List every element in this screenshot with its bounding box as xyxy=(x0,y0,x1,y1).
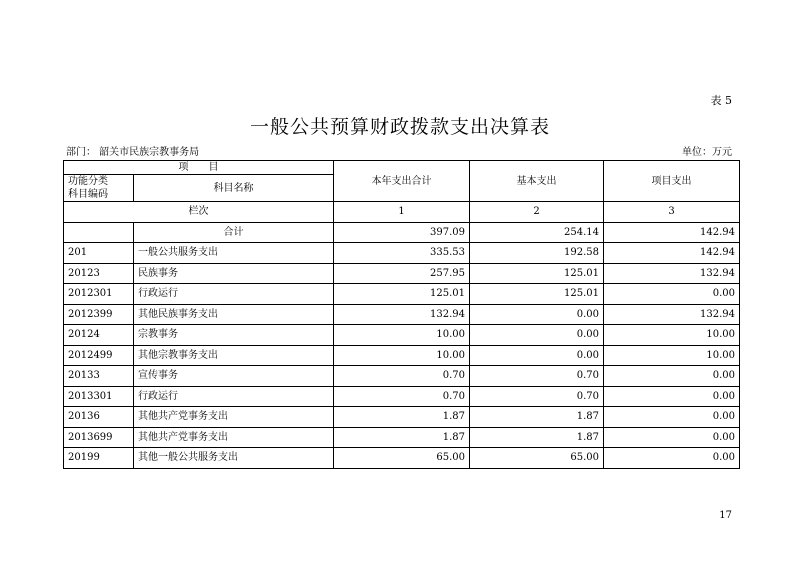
row-name: 一般公共服务支出 xyxy=(134,243,334,264)
row-code: 20199 xyxy=(64,448,134,469)
row-basic: 0.70 xyxy=(470,366,604,387)
table-row xyxy=(64,243,740,264)
row-project: 142.94 xyxy=(604,243,740,264)
header-code-line2: 科目编码 xyxy=(68,189,108,200)
column-index-1: 1 xyxy=(334,202,470,223)
table-number: 表 5 xyxy=(710,94,732,107)
row-name: 其他共产党事务支出 xyxy=(134,427,334,448)
page-number: 17 xyxy=(719,510,732,521)
row-total: 397.09 xyxy=(334,222,470,243)
table-row xyxy=(64,325,740,346)
row-code: 2013699 xyxy=(64,427,134,448)
row-code xyxy=(64,222,134,243)
row-name: 宗教事务 xyxy=(134,325,334,346)
row-basic: 0.00 xyxy=(470,304,604,325)
row-basic: 0.70 xyxy=(470,386,604,407)
row-code: 20123 xyxy=(64,263,134,284)
row-total: 0.70 xyxy=(334,366,470,387)
row-total: 1.87 xyxy=(334,427,470,448)
row-basic: 192.58 xyxy=(470,243,604,264)
row-basic: 65.00 xyxy=(470,448,604,469)
row-project: 0.00 xyxy=(604,407,740,428)
table-row xyxy=(64,386,740,407)
row-code: 2012301 xyxy=(64,284,134,305)
row-name: 合计 xyxy=(134,222,334,243)
row-name: 宣传事务 xyxy=(134,366,334,387)
header-code-line1: 功能分类 xyxy=(68,176,108,187)
row-total: 1.87 xyxy=(334,407,470,428)
row-name: 其他共产党事务支出 xyxy=(134,407,334,428)
table-row xyxy=(64,222,740,243)
table-row xyxy=(64,345,740,366)
row-name: 其他一般公共服务支出 xyxy=(134,448,334,469)
row-code: 2012399 xyxy=(64,304,134,325)
row-basic: 0.00 xyxy=(470,345,604,366)
row-code: 20136 xyxy=(64,407,134,428)
row-project: 0.00 xyxy=(604,366,740,387)
column-index-3: 3 xyxy=(604,202,740,223)
row-basic: 254.14 xyxy=(470,222,604,243)
row-name: 行政运行 xyxy=(134,284,334,305)
department-label: 部门： 韶关市民族宗教事务局 xyxy=(66,147,200,158)
table-row xyxy=(64,304,740,325)
row-total: 132.94 xyxy=(334,304,470,325)
table-row xyxy=(64,448,740,469)
row-code: 201 xyxy=(64,243,134,264)
row-basic: 125.01 xyxy=(470,284,604,305)
table-row xyxy=(64,366,740,387)
row-code: 20133 xyxy=(64,366,134,387)
header-code xyxy=(64,175,134,202)
row-project: 132.94 xyxy=(604,263,740,284)
table-row xyxy=(64,263,740,284)
header-total: 本年支出合计 xyxy=(334,161,470,202)
table-row xyxy=(64,284,740,305)
row-name: 行政运行 xyxy=(134,386,334,407)
row-code: 20124 xyxy=(64,325,134,346)
row-project: 0.00 xyxy=(604,427,740,448)
row-total: 65.00 xyxy=(334,448,470,469)
table-row xyxy=(64,407,740,428)
row-basic: 1.87 xyxy=(470,427,604,448)
row-project: 132.94 xyxy=(604,304,740,325)
column-index-2: 2 xyxy=(470,202,604,223)
row-project: 0.00 xyxy=(604,284,740,305)
header-name: 科目名称 xyxy=(134,175,334,202)
row-project: 10.00 xyxy=(604,345,740,366)
row-total: 10.00 xyxy=(334,345,470,366)
page-title: 一般公共预算财政拨款支出决算表 xyxy=(249,116,550,138)
column-index-label: 栏次 xyxy=(64,202,334,223)
row-project: 142.94 xyxy=(604,222,740,243)
row-basic: 0.00 xyxy=(470,325,604,346)
row-basic: 125.01 xyxy=(470,263,604,284)
row-name: 民族事务 xyxy=(134,263,334,284)
row-project: 0.00 xyxy=(604,386,740,407)
unit-label: 单位：万元 xyxy=(682,147,732,158)
row-total: 0.70 xyxy=(334,386,470,407)
row-total: 257.95 xyxy=(334,263,470,284)
row-project: 0.00 xyxy=(604,448,740,469)
row-basic: 1.87 xyxy=(470,407,604,428)
header-item: 项 目 xyxy=(64,161,334,175)
row-name: 其他民族事务支出 xyxy=(134,304,334,325)
row-code: 2012499 xyxy=(64,345,134,366)
row-total: 10.00 xyxy=(334,325,470,346)
row-total: 125.01 xyxy=(334,284,470,305)
header-basic: 基本支出 xyxy=(470,161,604,202)
row-project: 10.00 xyxy=(604,325,740,346)
row-name: 其他宗教事务支出 xyxy=(134,345,334,366)
row-code: 2013301 xyxy=(64,386,134,407)
table-row xyxy=(64,427,740,448)
header-project: 项目支出 xyxy=(604,161,740,202)
budget-table xyxy=(63,160,740,469)
row-total: 335.53 xyxy=(334,243,470,264)
